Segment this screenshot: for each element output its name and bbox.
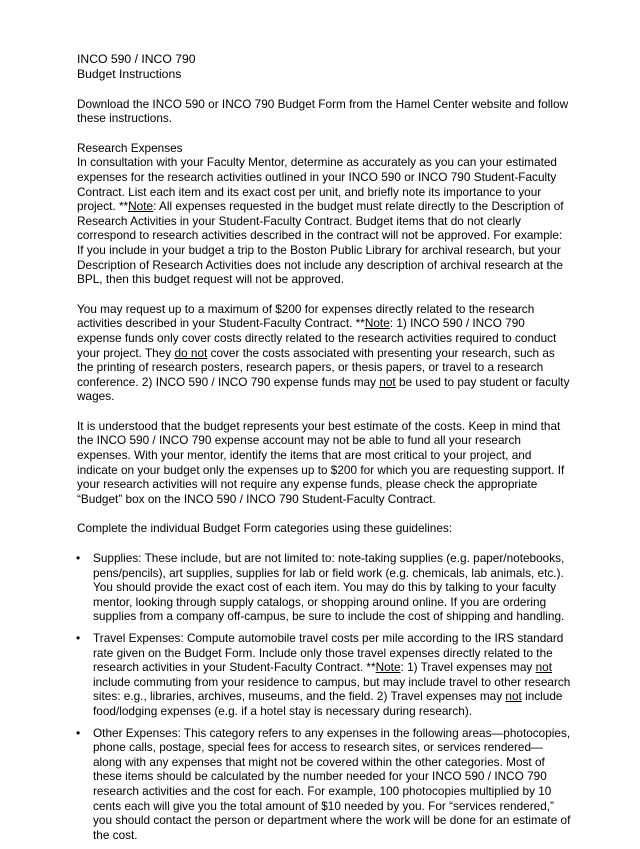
- page-subtitle: Budget Instructions: [77, 66, 182, 81]
- list-item-supplies: [77, 551, 571, 624]
- note-label: Note: [128, 199, 154, 214]
- title-block: [77, 52, 571, 82]
- max-request-text-3: cover the costs associated with presenting your research, such as the printing of research posters, research papers, or thesis papers, or travel to a research conference. 2) INCO 590 / INCO 790 expense funds may: [77, 345, 555, 389]
- do-not-emphasis: do not: [174, 345, 208, 360]
- guidelines-intro: Complete the individual Budget Form categories using these guidelines:: [77, 521, 453, 536]
- bullet-icon: •: [76, 631, 81, 645]
- note-label: Note: [375, 660, 401, 675]
- other-text: Other Expenses: This category refers to any expenses in the following areas—photocopies, phone calls, postage, special fees for access to research sites, or services rendered—along with any expenses that might not be covered within the other categories. Most of these items should be calculated by the number needed for your INCO 590 / INCO 790 research activities and the cost for each. For example, 100 photocopies multiplied by 10 cents each will give you the total amount of $10 needed by you. For “services rendered,” you should contact the person or department where the work will be done for an estimate of the cost.: [93, 725, 571, 842]
- not-emphasis: not: [535, 660, 552, 675]
- research-expenses-text-b: : All expenses requested in the budget must relate directly to the Description of Research Activities in your Student-Faculty Contract. Budget items that do not clearly correspond to research activities described in the contract will not be approved. For example: If you include in your budget a trip to the Boston Public Library for archival research, but your Description of Research Activities does not include any description of archival research at the BPL, then this budget request will not be approved.: [77, 199, 564, 287]
- document-page: [77, 52, 571, 849]
- not-emphasis: not: [505, 689, 522, 704]
- supplies-text: Supplies: These include, but are not limited to: note-taking supplies (e.g. paper/notebooks, pens/pencils), art supplies, supplies for lab or field work (e.g. chemicals, lab animals, etc.). You should provide the exact cost of each item. You may do this by talking to your faculty mentor, looking through supply catalogs, or shopping around online. If you are ordering supplies from a company off-campus, be sure to include the cost of shipping and handling.: [93, 551, 565, 624]
- intro-paragraph: Download the INCO 590 or INCO 790 Budget Form from the Hamel Center website and follow these instructions.: [77, 96, 569, 126]
- list-item-travel: [77, 631, 571, 719]
- max-request-paragraph: [77, 302, 571, 404]
- max-request-text-2: : 1) INCO 590 / INCO 790 expense funds only cover costs directly related to the research activities required to conduct your project. They: [77, 316, 557, 360]
- max-request-text-1: You may request up to a maximum of $200 for expenses directly related to the research activities described in your Student-Faculty Contract. **: [77, 301, 535, 331]
- best-estimate-paragraph: It is understood that the budget represents your best estimate of the costs. Keep in mind that the INCO 590 / INCO 790 expense account may not be able to fund all your research expenses. With your mentor, identify the items that are most critical to your project, and indicate on your budget only the expenses up to $200 for which you are requesting support. If your research activities will not require any expense funds, please check the appropriate “Budget” box on the INCO 590 / INCO 790 Student-Faculty Contract.: [77, 418, 565, 506]
- travel-text-4: include food/lodging expenses (e.g. if a hotel stay is necessary during research).: [93, 689, 563, 718]
- research-expenses-heading: Research Expenses: [77, 140, 183, 155]
- note-label: Note: [364, 316, 390, 331]
- research-expenses-text-a: In consultation with your Faculty Mentor, determine as accurately as you can your estimated expenses for the research activities outlined in your INCO 590 or INCO 790 Student-Faculty Contract. List each item and its exact cost per unit, and briefly note its importance to your project. **: [77, 155, 557, 214]
- course-title: INCO 590 / INCO 790: [77, 52, 196, 66]
- guidelines-list: [77, 551, 571, 842]
- bullet-icon: •: [76, 551, 81, 566]
- research-expenses-section: [77, 141, 571, 287]
- travel-text-1: Travel Expenses: Compute automobile travel costs per mile according to the IRS standard rate given on the Budget Form. Include only those travel expenses directly related to the research activities in your Student-Faculty Contract. **: [93, 631, 564, 675]
- list-item-other: [77, 726, 571, 843]
- not-emphasis: not: [379, 374, 396, 389]
- max-request-text-4: be used to pay student or faculty wages.: [77, 374, 570, 404]
- travel-text-2: : 1) Travel expenses may: [400, 660, 536, 675]
- travel-text-3: include commuting from your residence to campus, but may include travel to other research sites: e.g., libraries, archives, museums, and the field. 2) Travel expenses may: [93, 674, 571, 704]
- bullet-icon: •: [76, 725, 81, 740]
